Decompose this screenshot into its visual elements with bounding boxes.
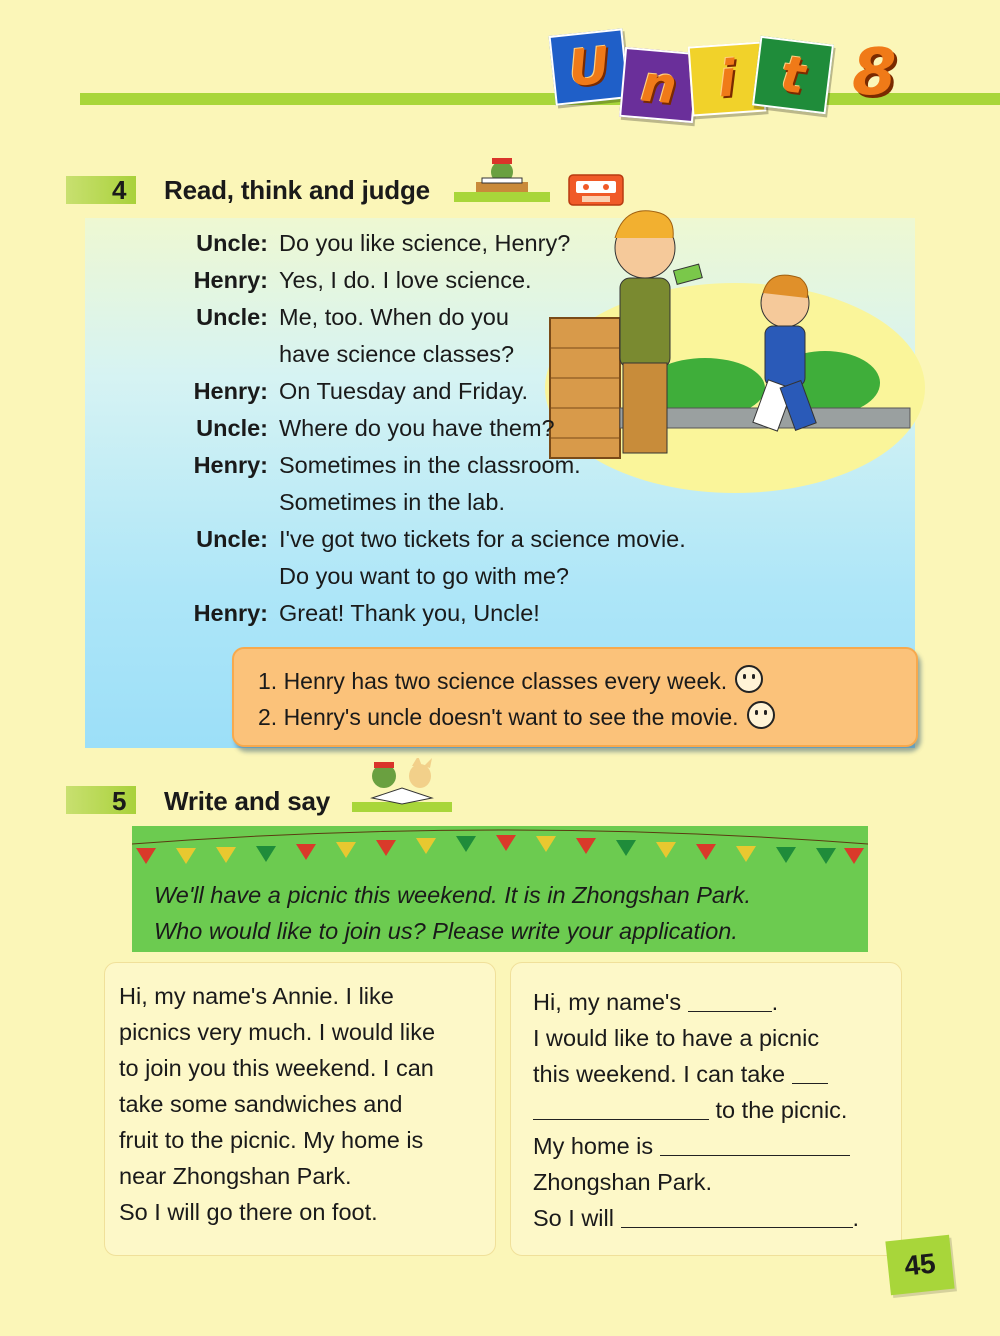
unit-letter-tile [549,28,630,105]
speaker-label: Henry: [193,452,268,478]
letter-text: So I will [533,1205,614,1231]
speaker-label: Uncle: [196,304,268,330]
template-letter-card [510,962,902,1256]
letter-line: I would like to have a picnic [533,1025,820,1051]
judge-statement [258,701,775,731]
page-number: 45 [885,1235,954,1295]
speaker-label: Uncle: [196,230,268,256]
letter-text: My home is [533,1133,654,1159]
sample-letter-card [104,962,496,1256]
letter-line: Hi, my name's Annie. I like [119,983,394,1009]
letter-text: . [771,989,779,1015]
letter-text: . [852,1205,860,1231]
letter-line: to join you this weekend. I can [119,1055,434,1081]
banner-line: We'll have a picnic this weekend. It is in Zhongshan Park. [154,882,752,908]
letter-line [533,1097,847,1124]
speech-text: have science classes? [279,341,515,367]
judge-statement [258,665,763,695]
letter-line [533,1061,828,1088]
unit-letter-tile [752,36,834,114]
home-location-blank[interactable] [660,1133,850,1156]
unit-letter: U [565,36,613,98]
smiley-face-icon[interactable] [747,701,775,729]
speech-text: Do you want to go with me? [279,563,569,589]
letter-line: near Zhongshan Park. [119,1163,352,1189]
speech-text: Me, too. When do you [279,304,509,330]
section-number: 5 [112,786,127,816]
letter-line: Zhongshan Park. [533,1169,712,1195]
unit-number: 8 [852,36,897,110]
name-blank[interactable] [688,989,772,1012]
judge-text: 1. Henry has two science classes every week. [258,668,728,694]
unit-letter: t [777,44,809,106]
letter-line [533,1205,859,1232]
letter-line: So I will go there on foot. [119,1199,378,1225]
picnic-banner [132,826,868,952]
letter-text: to the picnic. [715,1097,848,1123]
unit-letter-tile [619,47,699,123]
speaker-label: Uncle: [196,526,268,552]
speech-text: Great! Thank you, Uncle! [279,600,540,626]
speaker-label: Henry: [193,267,268,293]
speech-text: I've got two tickets for a science movie. [279,526,686,552]
unit-letter: i [716,49,738,109]
letter-line: take some sandwiches and [119,1091,403,1117]
food-blank-continued[interactable] [533,1097,709,1120]
judge-text: 2. Henry's uncle doesn't want to see the movie. [258,704,739,730]
speech-text: Yes, I do. I love science. [279,267,532,293]
letter-text: Hi, my name's [533,989,682,1015]
letter-line: picnics very much. I would like [119,1019,436,1045]
student-desk-icon [454,152,550,204]
speaker-label: Henry: [193,378,268,404]
bunting-flags [132,826,868,874]
section-title: Read, think and judge [164,175,430,205]
section-number: 4 [112,175,127,205]
banner-line: Who would like to join us? Please write your application. [154,918,738,944]
speaker-label: Henry: [193,600,268,626]
letter-line [533,1133,850,1160]
smiley-face-icon[interactable] [735,665,763,693]
speech-text: Where do you have them? [279,415,555,441]
speaker-label: Uncle: [196,415,268,441]
speech-text: On Tuesday and Friday. [279,378,529,404]
speech-text: Sometimes in the lab. [279,489,505,515]
reading-kids-icon [352,758,452,814]
letter-line [533,989,778,1016]
uncle-and-henry-illustration [525,198,925,508]
letter-text: this weekend. I can take [533,1061,786,1087]
unit-letter: n [638,54,680,116]
speech-text: Sometimes in the classroom. [279,452,581,478]
transport-blank[interactable] [621,1205,853,1228]
section-title: Write and say [164,786,330,816]
food-blank[interactable] [792,1061,828,1084]
letter-line: fruit to the picnic. My home is [119,1127,424,1153]
judge-box [232,647,918,747]
speech-text: Do you like science, Henry? [279,230,571,256]
